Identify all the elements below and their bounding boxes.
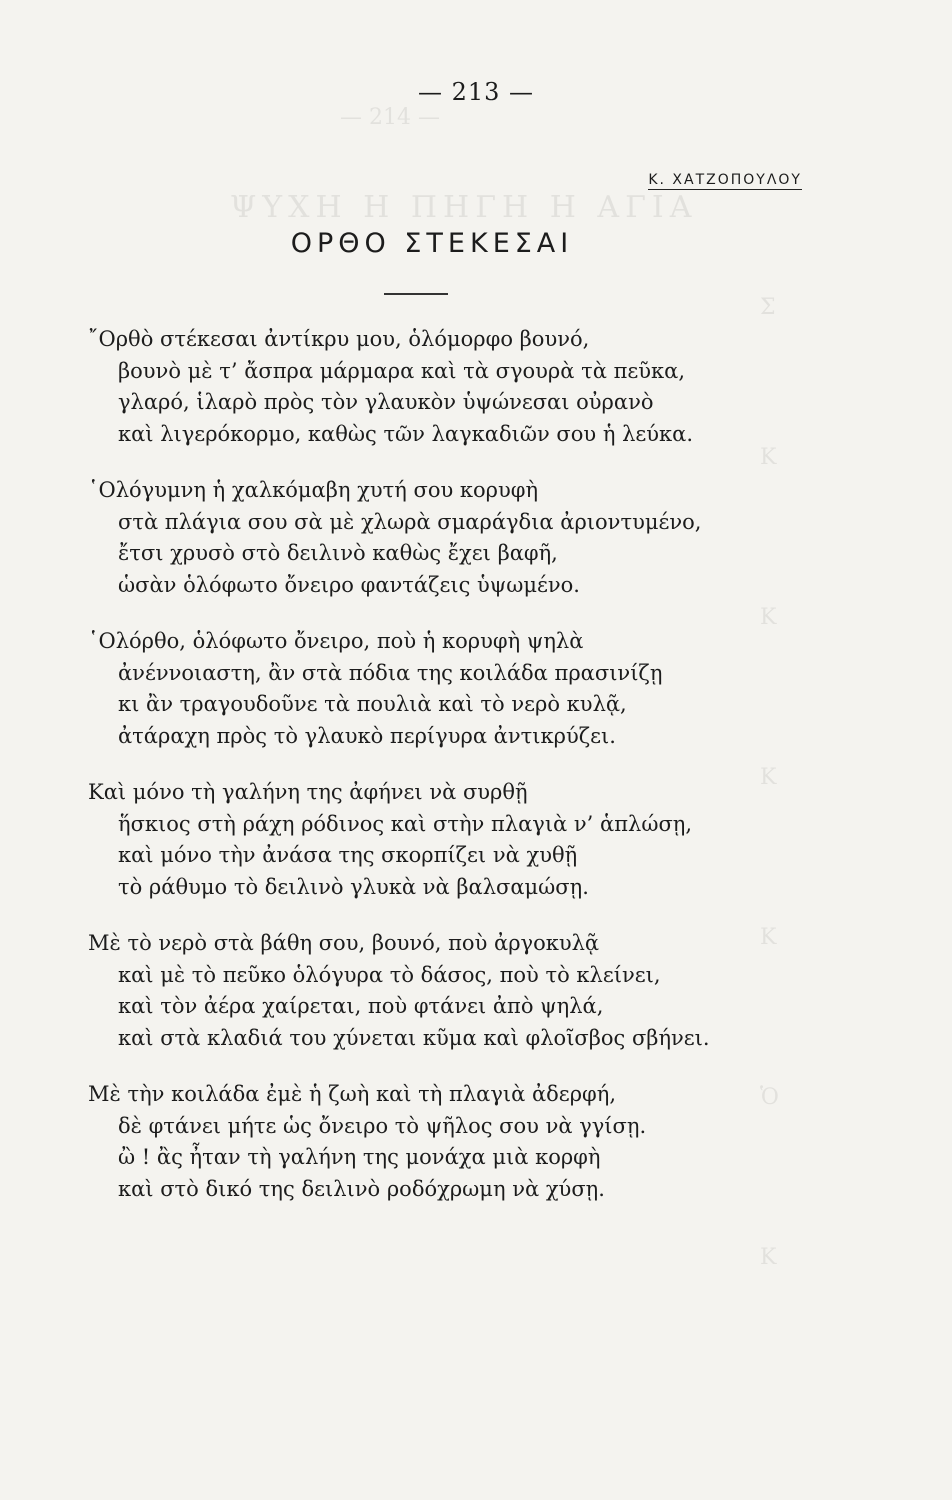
poem-title: ΟΡΘΟ ΣΤΕΚΕΣΑΙ (290, 228, 574, 259)
title-divider (384, 293, 448, 295)
poem-line: καὶ τὸν ἀέρα χαίρεται, ποὺ φτάνει ἀπὸ ψηλά, (118, 994, 604, 1018)
poem-line: ἔτσι χρυσὸ στὸ δειλινὸ καθὼς ἔχει βαφῆ, (118, 541, 558, 565)
poem-line: βουνὸ μὲ τ’ ἄσπρα μάρμαρα καὶ τὰ σγουρὰ τὰ πεῦκα, (118, 358, 686, 383)
poem-line: καὶ στὰ κλαδιά του χύνεται κῦμα καὶ φλοῖσβος σβήνει. (118, 1025, 710, 1050)
stanza (78, 475, 798, 601)
poem-line: ῾Ολόγυμνη ἡ χαλκόμαβη χυτή σου κορυφὴ (88, 478, 539, 502)
poem-line: ἀτάραχη πρὸς τὸ γλαυκὸ περίγυρα ἀντικρύζει. (118, 723, 616, 748)
stanza (78, 324, 798, 450)
bleed-through-shadow: — 214 — (340, 105, 440, 130)
poem-body (78, 324, 798, 1230)
bleed-through-shadow: Κ (760, 765, 777, 790)
page-number: — 213 — (417, 78, 535, 106)
poem-line: ῎Ορθὸ στέκεσαι ἀντίκρυ μου, ὁλόμορφο βουνό, (88, 327, 590, 351)
poem-line: ῾Ολόρθο, ὁλόφωτο ὄνειρο, ποὺ ἡ κορυφὴ ψηλὰ (88, 629, 584, 653)
bleed-through-shadow: Κ (760, 445, 777, 470)
author-name: Κ. ΧΑΤΖΟΠΟΥΛΟΥ (648, 172, 802, 188)
bleed-through-shadow: Κ (760, 1245, 777, 1270)
stanza (78, 626, 798, 752)
poem-line: Καὶ μόνο τὴ γαλήνη της ἀφήνει νὰ συρθῇ (88, 780, 528, 804)
poem-line: ὡσὰν ὁλόφωτο ὄνειρο φαντάζεις ὑψωμένο. (118, 572, 580, 597)
bleed-through-shadow: Σ (760, 295, 776, 320)
bleed-through-shadow: ΨΥΧΗ Η ΠΗΓΗ Η ΑΓΙΑ (230, 190, 698, 225)
poem-line: καὶ μὲ τὸ πεῦκο ὁλόγυρα τὸ δάσος, ποὺ τὸ κλείνει, (118, 962, 661, 987)
poem-line: γλαρό, ἱλαρὸ πρὸς τὸν γλαυκὸν ὑψώνεσαι οὐρανὸ (118, 390, 654, 414)
poem-line: καὶ μόνο τὴν ἀνάσα της σκορπίζει νὰ χυθῇ (118, 843, 578, 867)
stanza (78, 1079, 798, 1205)
poem-line: καὶ λιγερόκορμο, καθὼς τῶν λαγκαδιῶν σου ἡ λεύκα. (118, 421, 694, 446)
bleed-through-shadow: Ὁ (760, 1085, 779, 1110)
poem-line: ἥσκιος στὴ ράχη ρόδινος καὶ στὴν πλαγιὰ ν’ ἁπλώσῃ, (118, 811, 693, 836)
stanza (78, 777, 798, 903)
poem-line: στὰ πλάγια σου σὰ μὲ χλωρὰ σμαράγδια ἀριοντυμένο, (118, 509, 702, 534)
poem-line: καὶ στὸ δικό της δειλινὸ ροδόχρωμη νὰ χύσῃ. (118, 1176, 605, 1201)
bleed-through-shadow: Κ (760, 925, 777, 950)
poem-line: ἀνέννοιαστη, ἂν στὰ πόδια της κοιλάδα πρασινίζῃ (118, 660, 663, 685)
bleed-through-shadow: Κ (760, 605, 777, 630)
stanza (78, 928, 798, 1054)
poem-line: ὢ ! ἂς ἦταν τὴ γαλήνη της μονάχα μιὰ κορφὴ (118, 1145, 601, 1169)
poem-line: Μὲ τὸ νερὸ στὰ βάθη σου, βουνό, ποὺ ἀργοκυλᾷ (88, 931, 600, 955)
poem-line: τὸ ράθυμο τὸ δειλινὸ γλυκὰ νὰ βαλσαμώσῃ. (118, 874, 589, 899)
poem-line: Μὲ τὴν κοιλάδα ἐμὲ ἡ ζωὴ καὶ τὴ πλαγιὰ ἀδερφή, (88, 1082, 616, 1106)
poem-line: δὲ φτάνει μήτε ὡς ὄνειρο τὸ ψῆλος σου νὰ γγίσῃ. (118, 1113, 647, 1138)
poem-line: κι ἂν τραγουδοῦνε τὰ πουλιὰ καὶ τὸ νερὸ κυλᾷ, (118, 692, 627, 716)
